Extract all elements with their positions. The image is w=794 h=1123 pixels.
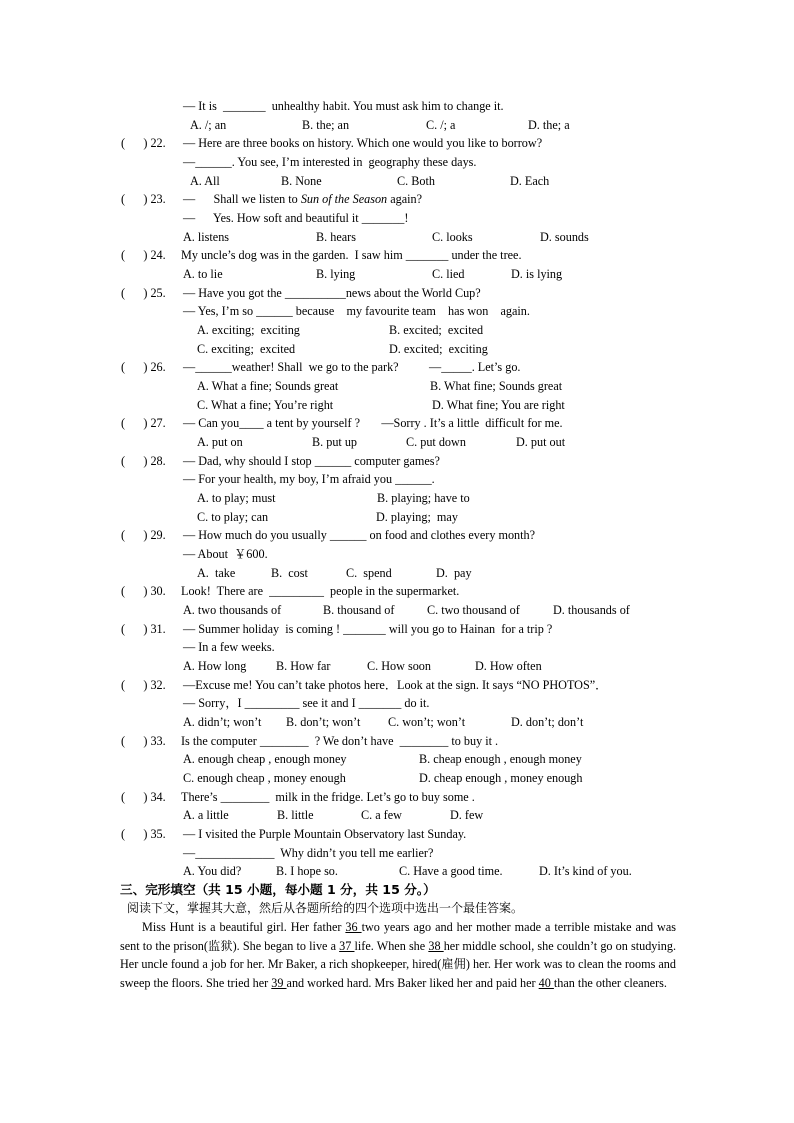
q25-line-2: — Yes, I’m so ______ because my favourite team has won again. xyxy=(183,304,530,318)
q22-option-a: A. All xyxy=(190,174,220,188)
blank-40[interactable]: 40 xyxy=(538,975,554,990)
q32-line-2: — Sorry，I _________ see it and I _______ do it. xyxy=(183,696,430,710)
q32-option-a: A. didn’t; won’t xyxy=(183,715,262,729)
passage-text-5: and worked hard. Mrs Baker liked her and paid her xyxy=(286,975,539,990)
q35-line-2: —_____________ Why didn’t you tell me earlier? xyxy=(183,846,434,860)
q25-option-d: D. excited; exciting xyxy=(389,342,488,356)
passage-text-1: Miss Hunt is a beautiful girl. Her father xyxy=(142,920,346,934)
q35-line-1: — I visited the Purple Mountain Observatory last Sunday. xyxy=(183,827,467,841)
q28-option-b: B. playing; have to xyxy=(377,491,470,505)
passage-text-3: life. When she xyxy=(354,938,429,953)
q30-option-d: D. thousands of xyxy=(553,603,630,617)
blank-36[interactable]: 36 xyxy=(345,920,362,934)
passage-text-4: her middle school, she couldn’t go on studying. Her uncle found a job for her. Mr Baker, a rich shopkeeper, hired(雇佣) her. Her work was to clean the rooms and sweep the floors. She tried her xyxy=(120,938,677,990)
q23-line-1: — Shall we listen to Sun of the Season again? xyxy=(183,192,422,206)
q35-option-b: B. I hope so. xyxy=(276,864,338,878)
q31-line-1: — Summer holiday is coming ! _______ will you go to Hainan for a trip ? xyxy=(183,622,553,636)
q27-option-b: B. put up xyxy=(312,435,358,449)
q25-line-1: — Have you got the __________news about the World Cup? xyxy=(183,286,481,300)
q32-option-b: B. don’t; won’t xyxy=(286,715,361,729)
q27-line-1: — Can you____ a tent by yourself ? —Sorry . It’s a little difficult for me. xyxy=(183,416,563,430)
q28-option-a: A. to play; must xyxy=(197,491,276,505)
q29-number: ( ) 29. xyxy=(121,528,166,542)
q27-option-d: D. put out xyxy=(516,435,566,449)
q22-option-d: D. Each xyxy=(510,174,550,188)
q23-line-2: — Yes. How soft and beautiful it _______! xyxy=(183,211,409,225)
q30-option-a: A. two thousands of xyxy=(183,603,282,617)
q32-option-c: C. won’t; won’t xyxy=(388,715,466,729)
passage-text-6: than the other cleaners. xyxy=(553,975,667,990)
q22-number: ( ) 22. xyxy=(121,136,166,150)
q29-option-b: B. cost xyxy=(271,566,308,580)
q33-option-b: B. cheap enough , enough money xyxy=(419,752,582,766)
q28-number: ( ) 28. xyxy=(121,454,166,468)
q31-option-a: A. How long xyxy=(183,659,247,673)
q33-option-a: A. enough cheap , enough money xyxy=(183,752,347,766)
q31-option-c: C. How soon xyxy=(367,659,431,673)
q28-line-1: — Dad, why should I stop ______ computer games? xyxy=(183,454,440,468)
q35-option-a: A. You did? xyxy=(183,864,242,878)
q23-option-d: D. sounds xyxy=(540,230,589,244)
q32-line-1: —Excuse me! You can’t take photos here．Look at the sign. It says “NO PHOTOS”． xyxy=(183,678,608,692)
q30-option-b: B. thousand of xyxy=(323,603,395,617)
q30-option-c: C. two thousand of xyxy=(427,603,520,617)
q22-line-1: — Here are three books on history. Which one would you like to borrow? xyxy=(183,136,543,150)
q24-number: ( ) 24. xyxy=(121,248,166,262)
q22-option-b: B. None xyxy=(281,174,322,188)
passage-text-2: two years ago and her mother made a terrible mistake and was sent to the prison(监狱). She began to live a xyxy=(120,920,676,953)
q33-number: ( ) 33. xyxy=(121,734,166,748)
q29-option-c: C. spend xyxy=(346,566,392,580)
q35-number: ( ) 35. xyxy=(121,827,166,841)
q34-number: ( ) 34. xyxy=(121,790,166,804)
q24-option-b: B. lying xyxy=(316,267,356,281)
q23-option-b: B. hears xyxy=(316,230,356,244)
q31-line-2: — In a few weeks. xyxy=(183,640,275,654)
q33-option-d: D. cheap enough , money enough xyxy=(419,771,583,785)
q23-option-a: A. listens xyxy=(183,230,230,244)
q26-line-1: —______weather! Shall we go to the park? —_____. Let’s go. xyxy=(183,360,521,374)
q34-option-d: D. few xyxy=(450,808,484,822)
q34-line-1: There’s ________ milk in the fridge. Let’s go to buy some . xyxy=(181,790,475,804)
q28-option-c: C. to play; can xyxy=(197,510,269,524)
q26-option-d: D. What fine; You are right xyxy=(432,398,565,412)
q27-option-a: A. put on xyxy=(197,435,243,449)
cloze-passage xyxy=(120,918,676,992)
blank-39[interactable]: 39 xyxy=(271,975,287,990)
q34-option-c: C. a few xyxy=(361,808,402,822)
q28-line-2: — For your health, my boy, I’m afraid you ______. xyxy=(183,472,435,486)
q29-line-1: — How much do you usually ______ on food and clothes every month? xyxy=(183,528,536,542)
q27-number: ( ) 27. xyxy=(121,416,166,430)
q22-line-2: —______. You see, I’m interested in geography these days. xyxy=(183,155,477,169)
q30-line-1: Look! There are _________ people in the supermarket. xyxy=(181,584,460,598)
q35-option-d: D. It’s kind of you. xyxy=(539,864,632,878)
q25-option-b: B. excited; excited xyxy=(389,323,484,337)
q21-option-c: C. /; a xyxy=(426,118,456,132)
q24-line-1: My uncle’s dog was in the garden. I saw him _______ under the tree. xyxy=(181,248,522,262)
q32-option-d: D. don’t; don’t xyxy=(511,715,584,729)
q34-option-b: B. little xyxy=(277,808,314,822)
section-instruction: 阅读下文，掌握其大意，然后从各题所给的四个选项中选出一个最佳答案。 xyxy=(127,901,524,915)
q22-option-c: C. Both xyxy=(397,174,435,188)
q21-option-b: B. the; an xyxy=(302,118,350,132)
q26-number: ( ) 26. xyxy=(121,360,166,374)
blank-37[interactable]: 37 xyxy=(339,938,355,953)
q31-option-b: B. How far xyxy=(276,659,331,673)
q26-option-b: B. What fine; Sounds great xyxy=(430,379,563,393)
q24-option-a: A. to lie xyxy=(183,267,223,281)
q32-number: ( ) 32. xyxy=(121,678,166,692)
q28-option-d: D. playing; may xyxy=(376,510,458,524)
q29-line-2: — About ￥600. xyxy=(183,547,268,561)
q25-option-c: C. exciting; excited xyxy=(197,342,296,356)
q24-option-c: C. lied xyxy=(432,267,465,281)
q34-option-a: A. a little xyxy=(183,808,229,822)
blank-38[interactable]: 38 xyxy=(428,938,444,953)
q26-option-c: C. What a fine; You’re right xyxy=(197,398,334,412)
q21-option-a: A. /; an xyxy=(190,118,227,132)
q29-option-d: D. pay xyxy=(436,566,472,580)
q23-option-c: C. looks xyxy=(432,230,473,244)
q23-number: ( ) 23. xyxy=(121,192,166,206)
section-heading: 三、完形填空（共 15 小题，每小题 1 分，共 15 分。） xyxy=(120,882,436,897)
q29-option-a: A. take xyxy=(197,566,236,580)
q25-option-a: A. exciting; exciting xyxy=(197,323,300,337)
q26-option-a: A. What a fine; Sounds great xyxy=(197,379,339,393)
q31-option-d: D. How often xyxy=(475,659,542,673)
q30-number: ( ) 30. xyxy=(121,584,166,598)
q27-option-c: C. put down xyxy=(406,435,466,449)
q21-option-d: D. the; a xyxy=(528,118,570,132)
q35-option-c: C. Have a good time. xyxy=(399,864,503,878)
q21-stem: — It is _______ unhealthy habit. You must ask him to change it. xyxy=(183,99,504,113)
q33-option-c: C. enough cheap , money enough xyxy=(183,771,346,785)
q25-number: ( ) 25. xyxy=(121,286,166,300)
q31-number: ( ) 31. xyxy=(121,622,166,636)
q24-option-d: D. is lying xyxy=(511,267,563,281)
q33-line-1: Is the computer ________ ? We don’t have ________ to buy it . xyxy=(181,734,499,748)
